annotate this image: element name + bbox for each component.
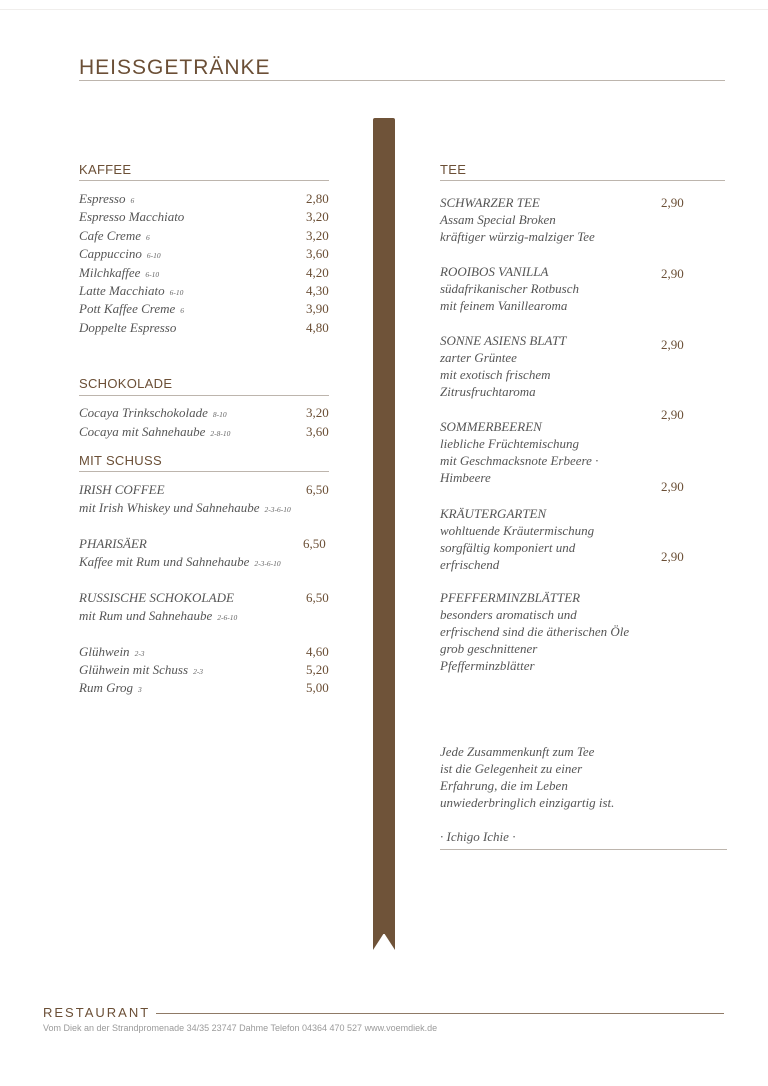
- tea-description: kräftiger würzig-malziger Tee: [440, 229, 595, 244]
- menu-item: [79, 246, 161, 262]
- tea-description: grob geschnittener: [440, 641, 538, 656]
- allergen-note: 2-3-6-10: [264, 505, 291, 514]
- tea-description: sorgfältig komponiert und: [440, 540, 576, 555]
- quote-rule: [440, 849, 727, 850]
- tea-name: SCHWARZER TEE: [440, 195, 540, 210]
- title-divider: [79, 80, 725, 81]
- tea-description: mit Geschmacksnote Erbeere ·: [440, 453, 599, 468]
- ribbon-tip: [373, 933, 395, 950]
- tea-description: zarter Grüntee: [440, 350, 517, 365]
- item-price: 3,90: [306, 301, 329, 317]
- allergen-note: 2-3: [134, 649, 145, 658]
- item-price: 3,20: [306, 227, 329, 243]
- tea-price: 2,90: [661, 479, 684, 494]
- item-name: Rum Grog: [79, 680, 134, 695]
- item-price: 5,20: [306, 662, 329, 677]
- mit-schuss-rule: [79, 471, 329, 472]
- tea-description: wohltuende Kräutermischung: [440, 523, 595, 538]
- tea-description: Zitrusfruchtaroma: [440, 384, 536, 399]
- tea-description: besonders aromatisch und: [440, 607, 577, 622]
- item-price: 4,60: [306, 644, 329, 659]
- item-description: [79, 554, 281, 570]
- item-name: PHARISÄER: [79, 536, 147, 551]
- item-description: [79, 608, 237, 624]
- allergen-note: 6-10: [169, 288, 184, 297]
- kaffee-rule: [79, 180, 329, 181]
- allergen-note: 2-3-6-10: [254, 559, 281, 568]
- item-name: RUSSISCHE SCHOKOLADE: [79, 590, 234, 605]
- allergen-note: 6-10: [146, 251, 161, 261]
- item-price: 6,50: [306, 482, 329, 497]
- center-ribbon-divider: [373, 118, 395, 934]
- menu-item: [79, 644, 145, 660]
- tea-price: 2,90: [661, 337, 684, 352]
- menu-item: [79, 209, 184, 225]
- tea-price: 2,90: [661, 266, 684, 281]
- top-edge-line: [0, 9, 768, 10]
- quote-line: Erfahrung, die im Leben: [440, 778, 568, 793]
- item-name: Pott Kaffee Creme: [79, 301, 176, 317]
- item-name: Cocaya Trinkschokolade: [79, 405, 208, 420]
- page-title: HEISSGETRÄNKE: [79, 56, 271, 79]
- tea-description: liebliche Früchtemischung: [440, 436, 579, 451]
- menu-item: [79, 405, 227, 421]
- menu-item: [79, 228, 150, 244]
- tea-description: mit feinem Vanillearoma: [440, 298, 568, 313]
- menu-item: [79, 265, 159, 281]
- item-description: [79, 500, 291, 516]
- item-price: 6,50: [306, 590, 329, 605]
- menu-item: [79, 301, 184, 317]
- tee-rule: [440, 180, 725, 181]
- tee-heading: TEE: [440, 162, 467, 177]
- item-price: 6,50: [303, 536, 326, 551]
- description-text: mit Irish Whiskey und Sahnehaube: [79, 500, 260, 515]
- kaffee-heading: KAFFEE: [79, 162, 132, 177]
- item-price: 2,80: [306, 191, 329, 206]
- schokolade-rule: [79, 395, 329, 396]
- quote-signature: · Ichigo Ichie ·: [440, 829, 516, 844]
- menu-item: [79, 680, 142, 696]
- item-name: Espresso Macchiato: [79, 209, 185, 225]
- item-name: Glühwein: [79, 644, 130, 659]
- allergen-note: 3: [138, 685, 142, 694]
- item-price: 3,60: [306, 246, 329, 262]
- menu-item: [79, 191, 134, 207]
- item-price: 4,30: [306, 283, 329, 298]
- allergen-note: 2-6-10: [217, 613, 238, 622]
- tea-name: ROOIBOS VANILLA: [440, 264, 549, 279]
- quote-line: unwiederbringlich einzigartig ist.: [440, 795, 615, 810]
- tea-description: erfrischend sind die ätherischen Öle: [440, 624, 630, 639]
- description-text: mit Rum und Sahnehaube: [79, 608, 213, 623]
- item-name: Latte Macchiato: [79, 283, 165, 298]
- tea-price: 2,90: [661, 407, 684, 422]
- menu-item: [79, 424, 230, 440]
- tea-description: Assam Special Broken: [440, 212, 556, 227]
- tea-name: SONNE ASIENS BLATT: [440, 333, 567, 348]
- item-name: Milchkaffee: [79, 264, 141, 280]
- tea-description: erfrischend: [440, 557, 500, 572]
- item-price: 3,20: [306, 405, 329, 420]
- footer-title: RESTAURANT: [43, 1005, 151, 1020]
- item-price: 4,20: [306, 264, 329, 280]
- allergen-note: 2-3: [193, 667, 204, 676]
- item-name: Espresso: [79, 191, 126, 206]
- tea-description: südafrikanischer Rotbusch: [440, 281, 580, 296]
- item-price: 5,00: [306, 680, 329, 695]
- allergen-note: 6: [130, 196, 135, 205]
- menu-item: [79, 283, 183, 299]
- item-price: 3,60: [306, 423, 329, 439]
- item-name: Cafe Creme: [79, 227, 141, 243]
- tea-name: KRÄUTERGARTEN: [440, 506, 547, 521]
- tea-price: 2,90: [661, 195, 684, 210]
- tea-description: mit exotisch frischem: [440, 367, 551, 382]
- allergen-note: 6-10: [145, 269, 160, 279]
- item-name: IRISH COFFEE: [79, 482, 165, 497]
- item-price: 4,80: [306, 319, 329, 335]
- menu-item: [79, 662, 203, 678]
- quote-line: Jede Zusammenkunft zum Tee: [440, 744, 595, 759]
- mit-schuss-heading: MIT SCHUSS: [79, 453, 162, 468]
- allergen-note: 2-8-10: [210, 428, 231, 438]
- quote-line: ist die Gelegenheit zu einer: [440, 761, 583, 776]
- allergen-note: 6: [145, 232, 150, 242]
- tea-price: 2,90: [661, 549, 684, 564]
- allergen-note: 8-10: [212, 410, 227, 419]
- allergen-note: 6: [180, 306, 185, 316]
- item-name: Cappuccino: [79, 246, 142, 262]
- footer-rule: [156, 1013, 724, 1014]
- tea-name: SOMMERBEEREN: [440, 419, 542, 434]
- item-name: Doppelte Espresso: [79, 319, 177, 335]
- item-name: Cocaya mit Sahnehaube: [79, 423, 206, 439]
- description-text: Kaffee mit Rum und Sahnehaube: [79, 554, 250, 569]
- item-price: 3,20: [306, 209, 329, 225]
- tea-description: Himbeere: [440, 470, 491, 485]
- item-name: Glühwein mit Schuss: [79, 662, 189, 677]
- footer-address: Vom Diek an der Strandpromenade 34/35 23747 Dahme Telefon 04364 470 527 www.voemdiek.de: [43, 1023, 438, 1033]
- schokolade-heading: SCHOKOLADE: [79, 376, 173, 391]
- tea-name: PFEFFERMINZBLÄTTER: [440, 590, 581, 605]
- menu-item: [79, 320, 176, 336]
- tea-description: Pfefferminzblätter: [440, 658, 535, 673]
